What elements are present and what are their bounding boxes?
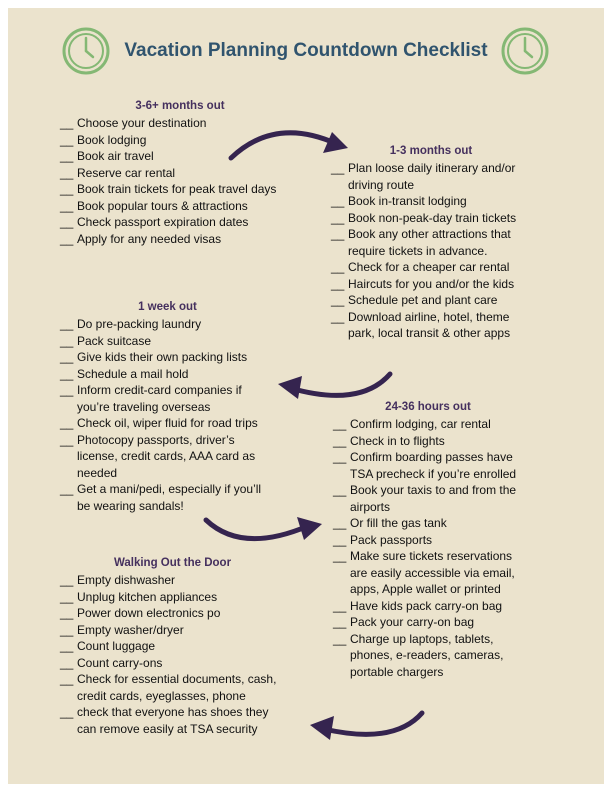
section-1-week — [60, 299, 275, 514]
list-item: __ Do pre-packing laundry — [60, 316, 275, 333]
list-item: __ Check oil, wiper fluid for road trips — [60, 415, 275, 432]
checklist — [60, 316, 275, 514]
list-item: __ Confirm lodging, car rental — [333, 416, 523, 433]
section-title: 1-3 months out — [389, 145, 473, 157]
list-item: __ Schedule pet and plant care — [331, 292, 531, 309]
list-item: __ Check passport expiration dates — [60, 214, 300, 231]
list-item: __ Photocopy passports, driver’s license, credit cards, AAA card as needed — [60, 432, 275, 482]
list-item: __ Have kids pack carry-on bag — [333, 598, 523, 615]
section-1-3-months — [331, 143, 531, 342]
list-item: __ Inform credit-card companies if you’re traveling overseas — [60, 382, 275, 415]
list-item: __ Unplug kitchen appliances — [60, 589, 285, 606]
list-item: __ Book any other attractions that require tickets in advance. — [331, 226, 531, 259]
page-title: Vacation Planning Countdown Checklist — [124, 40, 488, 61]
list-item: __ Check for essential documents, cash, credit cards, eyeglasses, phone — [60, 671, 285, 704]
curved-arrow-icon — [225, 118, 355, 168]
list-item: __ Give kids their own packing lists — [60, 349, 275, 366]
section-title: Walking Out the Door — [113, 557, 232, 569]
list-item: __ Book in-transit lodging — [331, 193, 531, 210]
section-title: 24-36 hours out — [385, 401, 471, 413]
curved-arrow-icon — [272, 366, 402, 410]
section-title: 1 week out — [138, 301, 197, 313]
list-item: __ Apply for any needed visas — [60, 231, 300, 248]
list-item: __ Book air travel — [60, 148, 300, 165]
list-item: __ Book train tickets for peak travel days — [60, 181, 300, 198]
list-item: __ Empty dishwasher — [60, 572, 285, 589]
list-item: __ Make sure tickets reservations are easily accessible via email, apps, Apple wallet or printed — [333, 548, 523, 598]
list-item: __ Get a mani/pedi, especially if you’ll be wearing sandals! — [60, 481, 275, 514]
list-item: __ Book your taxis to and from the airports — [333, 482, 523, 515]
list-item: __ Download airline, hotel, theme park, local transit & other apps — [331, 309, 531, 342]
list-item: __ Book lodging — [60, 132, 300, 149]
list-item: __ Book popular tours & attractions — [60, 198, 300, 215]
list-item: __ Confirm boarding passes have TSA precheck if you’re enrolled — [333, 449, 523, 482]
list-item: __ Schedule a mail hold — [60, 366, 275, 383]
section-24-36-hours — [333, 399, 523, 680]
curved-arrow-icon — [302, 705, 432, 749]
list-item: __ Check for a cheaper car rental — [331, 259, 531, 276]
checklist — [60, 572, 285, 737]
section-walking-out — [60, 555, 285, 737]
list-item: __ Pack your carry-on bag — [333, 614, 523, 631]
list-item: __ Pack suitcase — [60, 333, 275, 350]
list-item: __ Book non-peak-day train tickets — [331, 210, 531, 227]
list-item: __ Empty washer/dryer — [60, 622, 285, 639]
list-item: __ Count carry-ons — [60, 655, 285, 672]
list-item: __ Power down electronics po — [60, 605, 285, 622]
list-item: __ Charge up laptops, tablets, phones, e-readers, cameras, portable chargers — [333, 631, 523, 681]
list-item: __ Pack passports — [333, 532, 523, 549]
list-item: __ Or fill the gas tank — [333, 515, 523, 532]
checklist — [333, 416, 523, 680]
list-item: __ check that everyone has shoes they can remove easily at TSA security — [60, 704, 285, 737]
list-item: __ Choose your destination — [60, 115, 300, 132]
section-title: 3-6+ months out — [135, 100, 225, 112]
checklist — [331, 160, 531, 342]
list-item: __ Check in to flights — [333, 433, 523, 450]
list-item: __ Reserve car rental — [60, 165, 300, 182]
list-item: __ Plan loose daily itinerary and/or driving route — [331, 160, 531, 193]
curved-arrow-icon — [200, 512, 330, 556]
list-item: __ Count luggage — [60, 638, 285, 655]
list-item: __ Haircuts for you and/or the kids — [331, 276, 531, 293]
